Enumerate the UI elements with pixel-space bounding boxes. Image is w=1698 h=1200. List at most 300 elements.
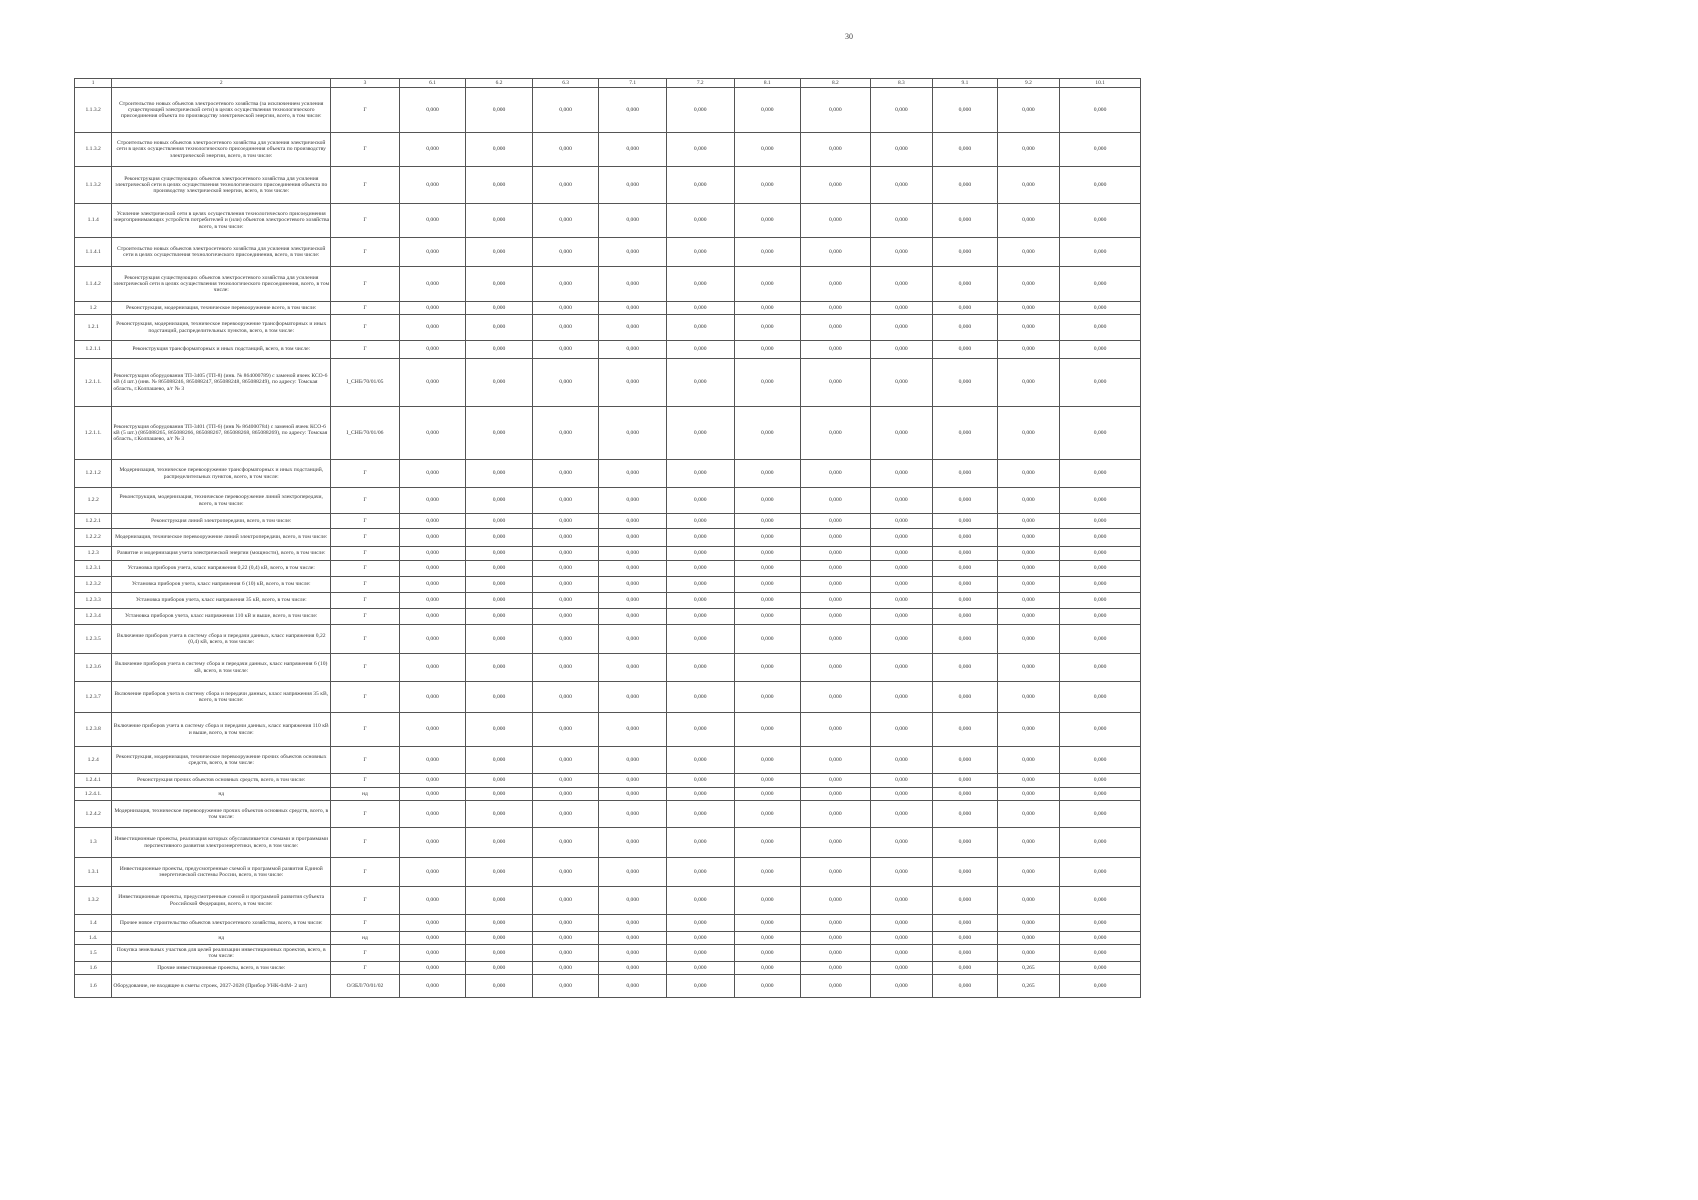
value-cell: 0,000: [997, 654, 1060, 682]
row-name: Модернизация, техническое перевооружение трансформаторных и иных подстанций, распределительных пунктов, всего, в том числе:: [112, 460, 331, 488]
value-cell: 0,000: [532, 887, 599, 915]
value-cell: 0,000: [666, 167, 734, 204]
value-cell: 0,000: [666, 315, 734, 341]
row-identifier: нд: [331, 932, 400, 945]
value-cell: 0,000: [1060, 407, 1141, 460]
row-identifier: Г: [331, 267, 400, 302]
value-cell: 0,000: [933, 828, 998, 858]
value-cell: 0,000: [933, 407, 998, 460]
value-cell: 0,000: [933, 932, 998, 945]
value-cell: 0,000: [801, 460, 871, 488]
value-cell: 0,000: [466, 887, 533, 915]
row-name: Установка приборов учета, класс напряжения 0,22 (0,4) кВ, всего, в том числе:: [112, 561, 331, 577]
value-cell: 0,000: [666, 514, 734, 529]
row-code: 1.2.4: [75, 747, 112, 774]
value-cell: 0,000: [997, 747, 1060, 774]
row-code: 1.1.4.2: [75, 267, 112, 302]
value-cell: 0,000: [1060, 654, 1141, 682]
value-cell: 0,000: [997, 561, 1060, 577]
value-cell: 0,000: [997, 887, 1060, 915]
value-cell: 0,000: [399, 359, 466, 407]
column-header: 9.2: [997, 79, 1060, 88]
value-cell: 0,000: [399, 133, 466, 167]
value-cell: 0,000: [933, 801, 998, 828]
row-code: 1.2.1.1: [75, 341, 112, 359]
value-cell: 0,000: [466, 529, 533, 547]
value-cell: 0,000: [466, 133, 533, 167]
value-cell: 0,000: [599, 577, 667, 593]
value-cell: 0,000: [466, 801, 533, 828]
value-cell: 0,000: [399, 975, 466, 998]
value-cell: 0,000: [801, 577, 871, 593]
value-cell: 0,000: [933, 133, 998, 167]
row-identifier: Г: [331, 915, 400, 932]
value-cell: 0,000: [801, 341, 871, 359]
table-row: [75, 932, 1141, 945]
column-header: 8.1: [734, 79, 801, 88]
value-cell: 0,000: [532, 302, 599, 315]
value-cell: 0,000: [997, 828, 1060, 858]
value-cell: 0,000: [532, 238, 599, 267]
value-cell: 0,000: [933, 887, 998, 915]
value-cell: 0,000: [599, 359, 667, 407]
value-cell: 0,000: [666, 133, 734, 167]
table-row: [75, 747, 1141, 774]
value-cell: 0,000: [1060, 561, 1141, 577]
value-cell: 0,000: [466, 858, 533, 887]
table-row: [75, 302, 1141, 315]
value-cell: 0,000: [532, 460, 599, 488]
value-cell: 0,000: [666, 407, 734, 460]
value-cell: 0,000: [599, 962, 667, 975]
value-cell: 0,000: [933, 315, 998, 341]
value-cell: 0,000: [801, 238, 871, 267]
row-name: Строительство новых объектов электросетевого хозяйства для усиления электрической сети в целях осуществления технологического присоединения, всего, в том числе:: [112, 238, 331, 267]
value-cell: 0,000: [466, 204, 533, 238]
value-cell: 0,000: [399, 547, 466, 561]
row-identifier: Г: [331, 133, 400, 167]
row-identifier: Г: [331, 828, 400, 858]
value-cell: 0,000: [870, 975, 933, 998]
row-code: 1.5: [75, 945, 112, 962]
value-cell: 0,000: [532, 932, 599, 945]
value-cell: 0,000: [599, 747, 667, 774]
column-header: 7.1: [599, 79, 667, 88]
row-name: Инвестиционные проекты, реализация которых обуславливается схемами и программами перспективного развития электроэнергетики, всего, в том числе:: [112, 828, 331, 858]
value-cell: 0,000: [399, 801, 466, 828]
value-cell: 0,000: [997, 788, 1060, 801]
value-cell: 0,000: [599, 514, 667, 529]
row-identifier: Г: [331, 593, 400, 609]
value-cell: 0,000: [666, 238, 734, 267]
value-cell: 0,000: [466, 167, 533, 204]
value-cell: 0,000: [466, 593, 533, 609]
value-cell: 0,000: [466, 577, 533, 593]
value-cell: 0,000: [532, 858, 599, 887]
row-name: Реконструкция существующих объектов электросетевого хозяйства для усиления электрической сети в целях осуществления технологического присоединения, всего, в том числе:: [112, 267, 331, 302]
value-cell: 0,000: [997, 167, 1060, 204]
value-cell: 0,000: [734, 654, 801, 682]
value-cell: 0,000: [997, 593, 1060, 609]
value-cell: 0,000: [997, 133, 1060, 167]
value-cell: 0,000: [466, 682, 533, 713]
value-cell: 0,000: [734, 547, 801, 561]
value-cell: 0,000: [466, 962, 533, 975]
value-cell: 0,000: [1060, 915, 1141, 932]
value-cell: 0,000: [399, 302, 466, 315]
value-cell: 0,000: [801, 828, 871, 858]
value-cell: 0,000: [466, 238, 533, 267]
row-identifier: Г: [331, 577, 400, 593]
value-cell: 0,000: [599, 682, 667, 713]
value-cell: 0,000: [1060, 204, 1141, 238]
row-name: Инвестиционные проекты, предусмотренные схемой и программой развития Единой энергетической системы России, всего, в том числе:: [112, 858, 331, 887]
row-name: Реконструкция линий электропередачи, всего, в том числе:: [112, 514, 331, 529]
value-cell: 0,000: [801, 801, 871, 828]
table-row: [75, 887, 1141, 915]
table-row: [75, 654, 1141, 682]
value-cell: 0,000: [666, 609, 734, 625]
value-cell: 0,000: [399, 167, 466, 204]
value-cell: 0,000: [399, 945, 466, 962]
value-cell: 0,000: [666, 682, 734, 713]
value-cell: 0,000: [801, 529, 871, 547]
column-header: 1: [75, 79, 112, 88]
value-cell: 0,000: [532, 828, 599, 858]
value-cell: 0,000: [933, 88, 998, 133]
value-cell: 0,000: [666, 460, 734, 488]
table-row: [75, 561, 1141, 577]
value-cell: 0,000: [801, 654, 871, 682]
row-code: 1.2.1.2: [75, 460, 112, 488]
value-cell: 0,000: [532, 682, 599, 713]
value-cell: 0,000: [666, 774, 734, 788]
value-cell: 0,000: [801, 747, 871, 774]
value-cell: 0,000: [1060, 547, 1141, 561]
table-row: [75, 774, 1141, 788]
row-identifier: Г: [331, 945, 400, 962]
value-cell: 0,000: [734, 407, 801, 460]
value-cell: 0,000: [801, 915, 871, 932]
value-cell: 0,000: [666, 302, 734, 315]
row-identifier: Г: [331, 887, 400, 915]
value-cell: 0,000: [532, 488, 599, 514]
value-cell: 0,000: [466, 713, 533, 747]
row-identifier: Г: [331, 238, 400, 267]
value-cell: 0,000: [734, 975, 801, 998]
value-cell: 0,000: [870, 609, 933, 625]
table-row: [75, 625, 1141, 654]
row-name: Реконструкция, модернизация, техническое перевооружение трансформаторных и иных подстанций, распределительных пунктов, всего, в том числе:: [112, 315, 331, 341]
value-cell: 0,000: [933, 945, 998, 962]
row-code: 1.6: [75, 975, 112, 998]
value-cell: 0,000: [532, 962, 599, 975]
value-cell: 0,000: [933, 561, 998, 577]
row-code: 1.1.3.2: [75, 88, 112, 133]
value-cell: 0,000: [599, 88, 667, 133]
table-row: [75, 547, 1141, 561]
value-cell: 0,000: [1060, 774, 1141, 788]
value-cell: 0,000: [532, 788, 599, 801]
value-cell: 0,000: [997, 915, 1060, 932]
table-row: [75, 682, 1141, 713]
value-cell: 0,000: [734, 561, 801, 577]
value-cell: 0,000: [801, 204, 871, 238]
value-cell: 0,000: [599, 561, 667, 577]
value-cell: 0,000: [666, 858, 734, 887]
value-cell: 0,000: [466, 302, 533, 315]
column-header: 7.2: [666, 79, 734, 88]
value-cell: 0,000: [801, 625, 871, 654]
row-name: Включение приборов учета в систему сбора и передачи данных, класс напряжения 6 (10) кВ, всего, в том числе:: [112, 654, 331, 682]
value-cell: 0,000: [870, 238, 933, 267]
value-cell: 0,000: [666, 788, 734, 801]
value-cell: 0,000: [997, 577, 1060, 593]
row-code: 1.2.4.1.: [75, 788, 112, 801]
value-cell: 0,000: [734, 932, 801, 945]
value-cell: 0,000: [1060, 945, 1141, 962]
value-cell: 0,000: [734, 713, 801, 747]
value-cell: 0,000: [734, 858, 801, 887]
value-cell: 0,000: [1060, 593, 1141, 609]
value-cell: 0,000: [399, 341, 466, 359]
value-cell: 0,000: [734, 747, 801, 774]
value-cell: 0,000: [734, 887, 801, 915]
value-cell: 0,000: [599, 133, 667, 167]
row-identifier: Г: [331, 204, 400, 238]
value-cell: 0,000: [997, 359, 1060, 407]
row-code: 1.2.1.1.: [75, 359, 112, 407]
value-cell: 0,000: [801, 788, 871, 801]
value-cell: 0,000: [933, 204, 998, 238]
row-name: Реконструкция оборудования ТП-3405 (ТП-8) (инв. № 864000789) с заменой ячеек КСО-6 кВ (4 шт.) (инв. № 865088246, 865088247, 865088248, 865088249), по адресу: Томская область, г.Колпашево, а/г № 3: [112, 359, 331, 407]
value-cell: 0,000: [1060, 788, 1141, 801]
value-cell: 0,000: [532, 975, 599, 998]
value-cell: 0,000: [933, 975, 998, 998]
row-code: 1.2.4.1: [75, 774, 112, 788]
value-cell: 0,000: [870, 828, 933, 858]
value-cell: 0,000: [870, 514, 933, 529]
value-cell: 0,000: [599, 547, 667, 561]
table-row: [75, 713, 1141, 747]
row-code: 1.2.3.5: [75, 625, 112, 654]
value-cell: 0,000: [399, 593, 466, 609]
value-cell: 0,000: [599, 488, 667, 514]
value-cell: 0,000: [666, 88, 734, 133]
value-cell: 0,000: [933, 609, 998, 625]
value-cell: 0,000: [466, 514, 533, 529]
value-cell: 0,000: [1060, 267, 1141, 302]
value-cell: 0,000: [466, 654, 533, 682]
value-cell: 0,000: [399, 932, 466, 945]
row-identifier: Г: [331, 654, 400, 682]
row-identifier: Г: [331, 858, 400, 887]
value-cell: 0,000: [801, 609, 871, 625]
value-cell: 0,000: [399, 788, 466, 801]
value-cell: 0,000: [399, 828, 466, 858]
value-cell: 0,000: [801, 407, 871, 460]
value-cell: 0,000: [801, 88, 871, 133]
value-cell: 0,000: [399, 460, 466, 488]
value-cell: 0,000: [870, 167, 933, 204]
row-code: 1.2.3.4: [75, 609, 112, 625]
table-row: [75, 577, 1141, 593]
row-identifier: Г: [331, 547, 400, 561]
value-cell: 0,000: [532, 747, 599, 774]
value-cell: 0,000: [399, 654, 466, 682]
value-cell: 0,000: [870, 133, 933, 167]
value-cell: 0,265: [997, 962, 1060, 975]
value-cell: 0,000: [599, 315, 667, 341]
value-cell: 0,000: [1060, 801, 1141, 828]
value-cell: 0,000: [997, 529, 1060, 547]
row-code: 1.3.2: [75, 887, 112, 915]
value-cell: 0,000: [734, 801, 801, 828]
value-cell: 0,000: [870, 561, 933, 577]
row-identifier: Г: [331, 460, 400, 488]
value-cell: 0,000: [399, 682, 466, 713]
value-cell: 0,000: [666, 945, 734, 962]
value-cell: 0,000: [734, 774, 801, 788]
value-cell: 0,000: [734, 625, 801, 654]
value-cell: 0,000: [666, 341, 734, 359]
row-name: нд: [112, 788, 331, 801]
value-cell: 0,000: [870, 547, 933, 561]
value-cell: 0,000: [1060, 713, 1141, 747]
value-cell: 0,000: [532, 341, 599, 359]
value-cell: 0,000: [532, 654, 599, 682]
value-cell: 0,000: [599, 302, 667, 315]
value-cell: 0,000: [1060, 975, 1141, 998]
row-identifier: Г: [331, 801, 400, 828]
table-row: [75, 801, 1141, 828]
value-cell: 0,000: [399, 561, 466, 577]
value-cell: 0,000: [997, 460, 1060, 488]
value-cell: 0,000: [870, 315, 933, 341]
value-cell: 0,000: [734, 267, 801, 302]
value-cell: 0,000: [666, 654, 734, 682]
row-identifier: нд: [331, 788, 400, 801]
value-cell: 0,000: [870, 801, 933, 828]
value-cell: 0,000: [666, 932, 734, 945]
value-cell: 0,000: [399, 88, 466, 133]
value-cell: 0,000: [734, 577, 801, 593]
value-cell: 0,000: [933, 514, 998, 529]
value-cell: 0,000: [532, 609, 599, 625]
value-cell: 0,000: [599, 932, 667, 945]
value-cell: 0,000: [933, 774, 998, 788]
row-name: Реконструкция существующих объектов электросетевого хозяйства для усиления электрической сети в целях осуществления технологического присоединения объекта по производству электрической энергии, всего, в том числе:: [112, 167, 331, 204]
value-cell: 0,000: [801, 302, 871, 315]
value-cell: 0,000: [997, 204, 1060, 238]
row-identifier: Г: [331, 341, 400, 359]
value-cell: 0,000: [801, 932, 871, 945]
value-cell: 0,000: [1060, 514, 1141, 529]
value-cell: 0,000: [399, 747, 466, 774]
value-cell: 0,000: [933, 713, 998, 747]
row-code: 1.1.3.2: [75, 167, 112, 204]
value-cell: 0,000: [666, 593, 734, 609]
column-header: 3: [331, 79, 400, 88]
value-cell: 0,000: [532, 407, 599, 460]
value-cell: 0,000: [1060, 88, 1141, 133]
row-name: Развитие и модернизация учета электрической энергии (мощности), всего, в том числе:: [112, 547, 331, 561]
value-cell: 0,000: [1060, 460, 1141, 488]
row-identifier: Г: [331, 488, 400, 514]
value-cell: 0,000: [1060, 682, 1141, 713]
value-cell: 0,000: [1060, 625, 1141, 654]
value-cell: 0,000: [666, 529, 734, 547]
row-name: Реконструкция оборудования ТП-3401 (ТП-6) (инв № 864000784) с заменой ячеек КСО-6 кВ (5 шт.) (865088265, 865088266, 865088267, 865088268, 865088269), по адресу: Томская область, г.Колпашево, а/г № 3: [112, 407, 331, 460]
value-cell: 0,000: [399, 915, 466, 932]
value-cell: 0,000: [933, 747, 998, 774]
value-cell: 0,000: [466, 609, 533, 625]
value-cell: 0,000: [399, 238, 466, 267]
value-cell: 0,000: [466, 975, 533, 998]
table-row: [75, 341, 1141, 359]
row-identifier: Г: [331, 561, 400, 577]
value-cell: 0,000: [997, 625, 1060, 654]
value-cell: 0,000: [801, 593, 871, 609]
value-cell: 0,000: [933, 238, 998, 267]
value-cell: 0,000: [532, 801, 599, 828]
value-cell: 0,000: [666, 801, 734, 828]
table-row: [75, 359, 1141, 407]
value-cell: 0,000: [734, 609, 801, 625]
value-cell: 0,000: [666, 962, 734, 975]
investment-table: [74, 78, 1141, 998]
value-cell: 0,000: [466, 407, 533, 460]
value-cell: 0,000: [666, 204, 734, 238]
value-cell: 0,000: [666, 359, 734, 407]
column-header: 2: [112, 79, 331, 88]
value-cell: 0,000: [870, 577, 933, 593]
value-cell: 0,000: [933, 167, 998, 204]
value-cell: 0,000: [532, 359, 599, 407]
value-cell: 0,000: [466, 915, 533, 932]
value-cell: 0,000: [801, 267, 871, 302]
value-cell: 0,000: [870, 359, 933, 407]
value-cell: 0,000: [870, 915, 933, 932]
value-cell: 0,000: [532, 915, 599, 932]
value-cell: 0,000: [870, 460, 933, 488]
value-cell: 0,000: [1060, 828, 1141, 858]
value-cell: 0,000: [466, 932, 533, 945]
value-cell: 0,000: [997, 514, 1060, 529]
value-cell: 0,000: [666, 488, 734, 514]
value-cell: 0,000: [1060, 238, 1141, 267]
value-cell: 0,000: [870, 88, 933, 133]
table-row: [75, 915, 1141, 932]
value-cell: 0,000: [666, 747, 734, 774]
row-name: Усиление электрической сети в целях осуществления технологического присоединения энергопринимающих устройств потребителей и (или) объектов электросетевого хозяйства всего, в том числе:: [112, 204, 331, 238]
value-cell: 0,000: [933, 788, 998, 801]
row-identifier: Г: [331, 609, 400, 625]
row-name: Реконструкция, модернизация, техническое перевооружение всего, в том числе:: [112, 302, 331, 315]
value-cell: 0,000: [399, 577, 466, 593]
value-cell: 0,000: [997, 547, 1060, 561]
value-cell: 0,000: [1060, 962, 1141, 975]
row-name: Прочее новое строительство объектов электросетевого хозяйства, всего, в том числе:: [112, 915, 331, 932]
value-cell: 0,000: [399, 529, 466, 547]
value-cell: 0,000: [1060, 133, 1141, 167]
row-identifier: Г: [331, 529, 400, 547]
value-cell: 0,000: [466, 315, 533, 341]
value-cell: 0,000: [734, 593, 801, 609]
row-name: Строительство новых объектов электросетевого хозяйства (за исключением усиления существующей электрической сети) в целях осуществления технологического присоединения объекта по производству электрической энергии, всего, в том числе:: [112, 88, 331, 133]
value-cell: 0,000: [466, 788, 533, 801]
value-cell: 0,000: [599, 625, 667, 654]
